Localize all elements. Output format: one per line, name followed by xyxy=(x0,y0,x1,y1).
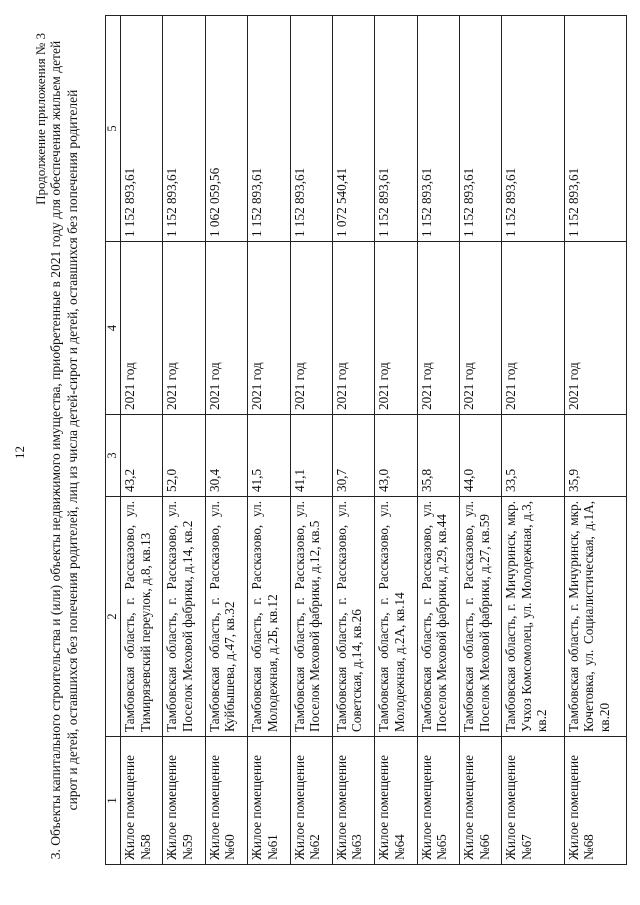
area-cell: 30,4 xyxy=(205,415,247,497)
table-row xyxy=(502,16,564,865)
cost-cell: 1 152 893,61 xyxy=(417,16,459,242)
year-cell: 2021 год xyxy=(460,242,502,415)
year-cell: 2021 год xyxy=(375,242,417,415)
year-cell: 2021 год xyxy=(163,242,205,415)
address-cell: Тамбовская область, г. Мичуринск, мкр. Кочетовка, ул. Социалистическая, д.1А, кв.20 xyxy=(564,497,626,737)
column-number: 2 xyxy=(106,497,121,737)
object-name-cell: Жилое помещение №65 xyxy=(417,737,459,865)
table-row xyxy=(460,16,502,865)
object-name-cell: Жилое помещение №67 xyxy=(502,737,564,865)
column-number: 3 xyxy=(106,415,121,497)
year-cell: 2021 год xyxy=(332,242,374,415)
object-name-cell: Жилое помещение №66 xyxy=(460,737,502,865)
area-cell: 52,0 xyxy=(163,415,205,497)
year-cell: 2021 год xyxy=(417,242,459,415)
area-cell: 35,9 xyxy=(564,415,626,497)
cost-cell: 1 152 893,61 xyxy=(502,16,564,242)
object-name-cell: Жилое помещение №68 xyxy=(564,737,626,865)
section-heading: 3. Объекты капитального строительства и (или) объекты недвижимого имущества, приобретенные в 2021 году для обеспечения жильем детей сирот и детей, оставшихся без попечения родителей, лиц из числа детей-сирот и детей, оставшихся без попечения родителей xyxy=(48,40,80,860)
area-cell: 41,1 xyxy=(290,415,332,497)
address-cell: Тамбовская область, г. Рассказово, ул. Поселок Меховой фабрики, д.27, кв.59 xyxy=(460,497,502,737)
address-cell: Тамбовская область, г. Рассказово, ул. Тимирязевский переулок, д.8, кв.13 xyxy=(121,497,163,737)
address-cell: Тамбовская область, г. Рассказово, ул. Поселок Меховой фабрики, д.12, кв.5 xyxy=(290,497,332,737)
year-cell: 2021 год xyxy=(205,242,247,415)
table-row xyxy=(564,16,626,865)
object-name-cell: Жилое помещение №58 xyxy=(121,737,163,865)
object-name-cell: Жилое помещение №63 xyxy=(332,737,374,865)
property-table xyxy=(105,15,627,865)
table-row xyxy=(332,16,374,865)
table-row xyxy=(205,16,247,865)
table-body xyxy=(106,16,627,865)
area-cell: 35,8 xyxy=(417,415,459,497)
table-row xyxy=(248,16,290,865)
address-cell: Тамбовская область, г. Рассказово, ул. Поселок Меховой фабрики, д.14, кв.2 xyxy=(163,497,205,737)
cost-cell: 1 152 893,61 xyxy=(460,16,502,242)
cost-cell: 1 062 059,56 xyxy=(205,16,247,242)
year-cell: 2021 год xyxy=(564,242,626,415)
object-name-cell: Жилое помещение №61 xyxy=(248,737,290,865)
address-cell: Тамбовская область, г. Рассказово, ул. Поселок Меховой фабрики, д.29, кв.44 xyxy=(417,497,459,737)
cost-cell: 1 152 893,61 xyxy=(121,16,163,242)
table-row xyxy=(417,16,459,865)
area-cell: 30,7 xyxy=(332,415,374,497)
area-cell: 33,5 xyxy=(502,415,564,497)
table-row xyxy=(375,16,417,865)
address-cell: Тамбовская область, г. Рассказово, ул. Молодежная, д.2Б, кв.12 xyxy=(248,497,290,737)
cost-cell: 1 152 893,61 xyxy=(163,16,205,242)
column-number: 4 xyxy=(106,242,121,415)
year-cell: 2021 год xyxy=(121,242,163,415)
column-number: 5 xyxy=(106,16,121,242)
cost-cell: 1 072 540,41 xyxy=(332,16,374,242)
cost-cell: 1 152 893,61 xyxy=(564,16,626,242)
column-number-row xyxy=(106,16,121,865)
year-cell: 2021 год xyxy=(248,242,290,415)
address-cell: Тамбовская область, г. Мичуринск, мкр. Учхоз Комсомолец, ул. Молодежная, д.3, кв.2 xyxy=(502,497,564,737)
address-cell: Тамбовская область, г. Рассказово, ул. Молодежная, д.2А, кв.14 xyxy=(375,497,417,737)
column-number: 1 xyxy=(106,737,121,865)
appendix-continuation: Продолжение приложения № 3 xyxy=(33,33,48,205)
cost-cell: 1 152 893,61 xyxy=(290,16,332,242)
cost-cell: 1 152 893,61 xyxy=(248,16,290,242)
object-name-cell: Жилое помещение №59 xyxy=(163,737,205,865)
table-row xyxy=(163,16,205,865)
object-name-cell: Жилое помещение №64 xyxy=(375,737,417,865)
year-cell: 2021 год xyxy=(502,242,564,415)
page-number: 12 xyxy=(12,446,27,459)
area-cell: 43,0 xyxy=(375,415,417,497)
area-cell: 44,0 xyxy=(460,415,502,497)
area-cell: 41,5 xyxy=(248,415,290,497)
table-row xyxy=(121,16,163,865)
cost-cell: 1 152 893,61 xyxy=(375,16,417,242)
table-row xyxy=(290,16,332,865)
object-name-cell: Жилое помещение №62 xyxy=(290,737,332,865)
address-cell: Тамбовская область, г. Рассказово, ул. Куйбышева, д.47, кв.32 xyxy=(205,497,247,737)
object-name-cell: Жилое помещение №60 xyxy=(205,737,247,865)
year-cell: 2021 год xyxy=(290,242,332,415)
address-cell: Тамбовская область, г. Рассказово, ул. Советская, д.14, кв.26 xyxy=(332,497,374,737)
area-cell: 43,2 xyxy=(121,415,163,497)
